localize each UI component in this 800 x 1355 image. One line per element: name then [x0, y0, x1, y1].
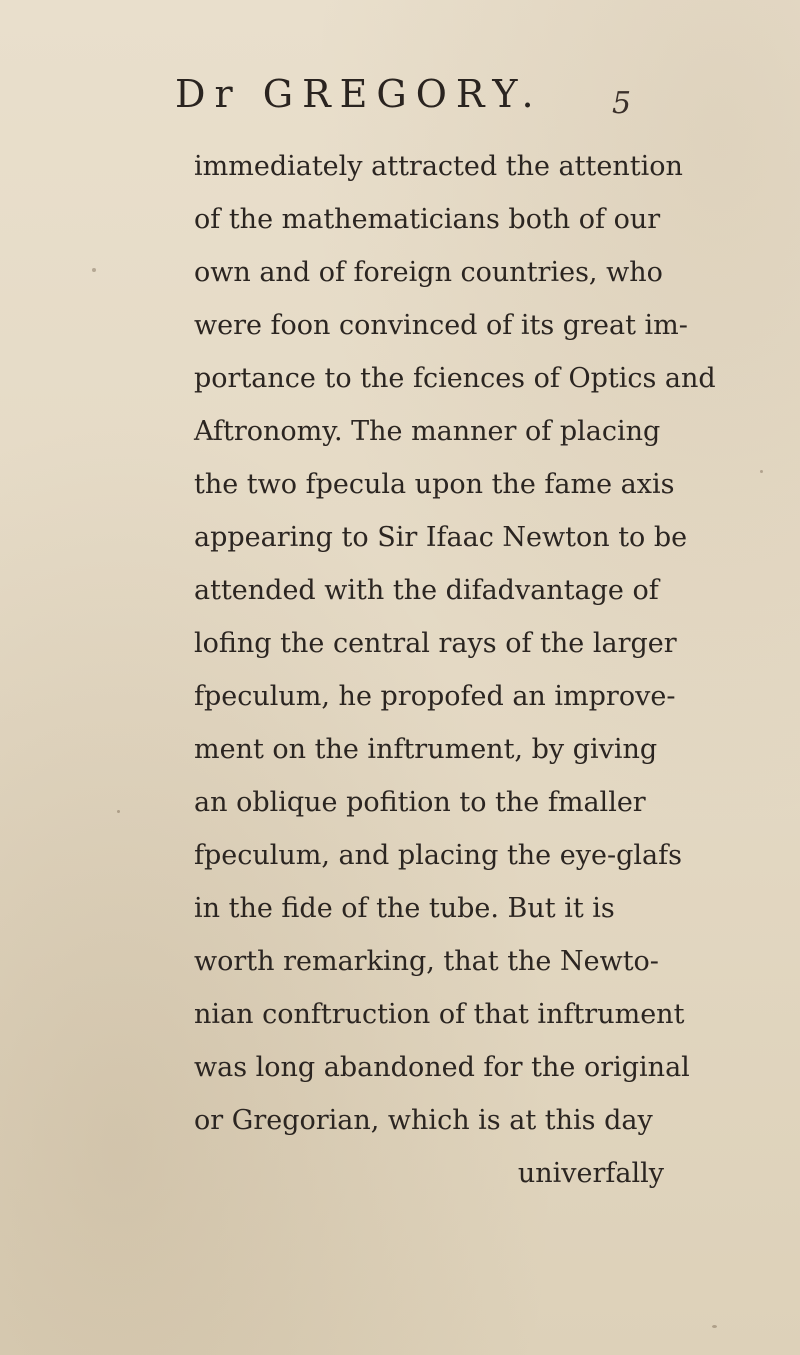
paper-speck [712, 1325, 717, 1328]
paper-speck [117, 810, 120, 813]
paper-speck [760, 470, 763, 473]
text-line: lofing the central rays of the larger [194, 628, 677, 659]
text-line: portance to the fciences of Optics and [194, 363, 716, 394]
text-line: own and of foreign countries, who [194, 257, 663, 288]
text-line: in the fide of the tube. But it is [194, 893, 615, 924]
running-head [175, 72, 675, 122]
running-head-title: Dr GREGORY. [175, 72, 543, 116]
page-number: 5 [612, 86, 632, 121]
text-line: of the mathematicians both of our [194, 204, 661, 235]
text-line: or Gregorian, which is at this day [194, 1105, 653, 1136]
text-line: fpeculum, he propofed an improve- [194, 681, 676, 712]
text-line: appearing to Sir Ifaac Newton to be [194, 522, 688, 553]
body-text [194, 140, 716, 1200]
text-line: worth remarking, that the Newto- [194, 946, 659, 977]
paper-speck [92, 268, 96, 272]
text-line: nian conftruction of that inftrument [194, 999, 685, 1030]
text-line: an oblique pofition to the fmaller [194, 787, 646, 818]
text-line: attended with the difadvantage of [194, 575, 659, 606]
text-line: fpeculum, and placing the eye-glafs [194, 840, 682, 871]
text-line: Aftronomy. The manner of placing [194, 416, 661, 447]
text-line: the two fpecula upon the fame axis [194, 469, 675, 500]
text-line: ment on the inftrument, by giving [194, 734, 658, 765]
catchword: univerfally [517, 1158, 664, 1189]
text-line: immediately attracted the attention [194, 151, 683, 182]
text-line: was long abandoned for the original [194, 1052, 690, 1083]
text-line: were foon convinced of its great im- [194, 310, 688, 341]
